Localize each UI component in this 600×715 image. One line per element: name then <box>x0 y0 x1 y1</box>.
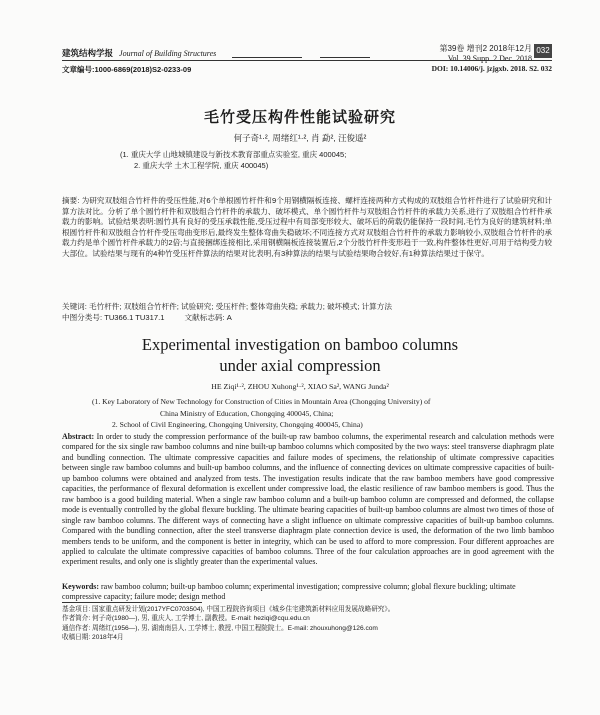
footnote-author: 作者简介: 何子奇(1980—), 男, 重庆人, 工学博士, 副教授。E-mail: heziqi@cqu.edu.cn <box>62 615 310 623</box>
classification-cn <box>62 312 552 323</box>
abstract-label: Abstract: <box>62 432 95 441</box>
footnote-rule <box>62 602 202 603</box>
keywords-label: Keywords: <box>62 582 100 591</box>
affiliation-en-2: 2. School of Civil Engineering, Chongqing University, Chongqing 400045, China) <box>112 420 363 429</box>
keywords-en <box>62 582 554 603</box>
affiliations-en <box>92 396 572 431</box>
abstract-body: In order to study the compression performance of the built-up raw bamboo columns, the experimental research and calculation methods were compared for the six single raw bamboo columns and nine built-up bamboo columns which composited by the two ways: steel transverse diaphragm plate and bundling connection. The ultimate compressive capacities and failure modes of specimens, the relationship of ultimate compressive capacities between single raw bamboo columns and built-up bamboo columns, and the influence of connecting devices on ultimate compressive capacities of built-up bamboo columns were obtained and analyzed from tests. The investigation results indicate that the raw bamboo members have good compressive capacities, the performance of flexural deformation is excellent under compressive load, the elastic resilience of raw bamboo members is good. Thus the raw bamboo is a good building material. When a single raw bamboo column and a built-up bamboo column are compressed and deformed, the collapse mode is eventually controlled by the global flexure buckling. The ultimate bearing capacities of built-up bamboo columns are almost two times of those of single raw bamboo columns. The different ways of connecting have a slight influence on ultimate compressive capacities of built-up bamboo columns. Compared with the bundling connection, after the steel transverse diaphragm plate connection device is used, the deformation of the two limb bamboo members tends to be uniform, and the component is better in integrity, which can be used to afford to more compression. Four different approaches are applied to calculate the ultimate compressive capacities of bamboo columns. Three of the four calculation approaches are in good agreement with the experiment results, and only one is slightly greater than the experimental values. <box>62 432 554 567</box>
issue-en: Vol. 39 Supp. 2 Dec. 2018 <box>447 54 532 63</box>
article-meta <box>62 64 552 75</box>
authors-cn: 何子奇¹·², 周绪红¹·², 肖 勐², 汪俊遥² <box>233 133 367 143</box>
footnote-funding: 基金项目: 国家重点研发计划(2017YFC0703504), 中国工程院咨询项目《城乡住宅建筑新材料应用发展战略研究》。 <box>62 606 395 613</box>
title-en <box>0 334 600 376</box>
journal-name-en: Journal of Building Structures <box>119 49 217 58</box>
issue-cn: 第39卷 增刊2 2018年12月 <box>439 44 532 53</box>
page-number-box: 032 <box>534 44 552 58</box>
affiliation-cn-1: (1. 重庆大学 山地城镇建设与新技术教育部重点实验室, 重庆 400045; <box>120 150 347 159</box>
affiliation-en-1b: China Ministry of Education, Chongqing 400045, China; <box>160 408 334 418</box>
keywords-cn: 关键词: 毛竹杆件; 双肢组合竹杆件; 试验研究; 受压杆件; 整体弯曲失稳; 承载力; 破坏模式; 计算方法 <box>62 302 392 311</box>
affiliation-cn-2: 2. 重庆大学 土木工程学院, 重庆 400045) <box>134 161 269 170</box>
article-number: 文章编号:1000-6869(2018)S2-0233-09 <box>62 65 192 74</box>
title-en-line2: under axial compression <box>219 356 381 375</box>
doi: DOI: 10.14006/j. jzjgxb. 2018. S2. 032 <box>431 64 552 73</box>
journal-name-cn: 建筑结构学报 <box>62 48 114 58</box>
abstract-cn: 摘要: 为研究双肢组合竹杆件的受压性能,对6个单根圆竹杆件和9个用钢横隔板连接、螺杆连接两种方式构成的双肢组合竹杆件进行了试验研究和计算方法对比。分析了单个圆竹杆件和双肢组合竹杆件的承载力、破坏模式、单个圆竹杆件与双肢组合竹杆件的承载力关系,进行了双肢组合竹杆件承载力的影响。试验结果表明:圆竹具有良好的受压承载性能,受压过程中有局部变形较大、破坏后的荷载仍能保持一段时间,毛竹为良好的建筑材料;单根圆竹杆件和双肢组合竹杆件受压弯曲变形后,最终发生整体弯曲失稳破坏;不同连接方式对双肢组合竹杆件的承载力影响较小,双肢组合竹杆件的承载力约是单个圆竹杆件承载力的2倍;与直接捆绑连接相比,采用钢横隔板连接装置后,2个分肢竹杆件变形趋于一致,构件整体性更好,可用于结构受力较大部位。试验结果与现有的4种竹受压杆件算法的结果对比表明,有3种算法的结果与试验结果吻合较好,有1种算法结果过于保守。 <box>62 196 552 258</box>
affiliations-cn <box>120 149 520 171</box>
keywords-body: raw bamboo column; built-up bamboo column; experimental investigation; compressive column; global flexure buckling; ultimate compressive capacity; failure mode; design method <box>62 582 516 602</box>
document-code: 文献标志码: A <box>184 313 232 322</box>
title-en-line1: Experimental investigation on bamboo columns <box>141 335 459 354</box>
header-rule <box>62 60 552 61</box>
issue-info <box>440 44 533 64</box>
header-dash-right <box>320 57 370 58</box>
affiliation-en-1a: (1. Key Laboratory of New Technology for Construction of Cities in Mountain Area (Chongqing University) of <box>92 397 431 406</box>
journal-name <box>62 47 216 59</box>
clc-number: 中图分类号: TU366.1 TU317.1 <box>62 313 165 322</box>
footnote-corresponding: 通信作者: 周绪红(1956—), 男, 湖南南县人, 工学博士, 教授, 中国工程院院士。E-mail: zhouxuhong@126.com <box>62 624 378 632</box>
abstract-en <box>62 432 554 568</box>
header-dash-left <box>232 57 302 58</box>
title-cn: 毛竹受压构件性能试验研究 <box>203 109 396 126</box>
footnote-received: 收稿日期: 2018年4月 <box>62 634 124 642</box>
footnotes <box>62 605 552 643</box>
authors-en: HE Ziqi¹·², ZHOU Xuhong¹·², XIAO Sa², WANG Junda² <box>211 382 389 391</box>
